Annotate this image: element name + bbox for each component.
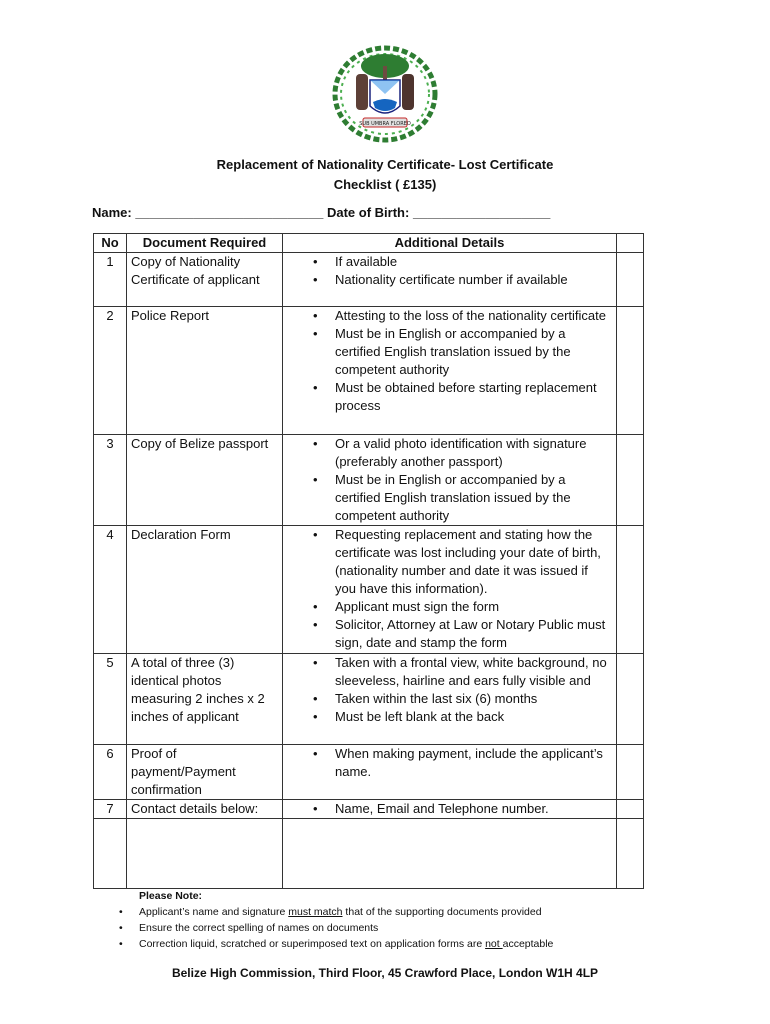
table-row: [94, 745, 644, 800]
header-blank: [617, 234, 644, 253]
detail-item: • If available: [335, 253, 612, 271]
row-number: 2: [94, 307, 127, 435]
tick-cell[interactable]: [617, 526, 644, 654]
name-field[interactable]: __________________________: [135, 205, 324, 220]
table-row: [94, 526, 644, 654]
tick-cell[interactable]: [617, 745, 644, 800]
row-number: 4: [94, 526, 127, 654]
notes-heading: Please Note:: [139, 890, 203, 902]
row-document: Proof of payment/Payment confirmation: [127, 745, 283, 800]
row-document: Police Report: [127, 307, 283, 435]
header-document-required: Document Required: [127, 234, 283, 253]
detail-item: • Must be in English or accompanied by a certified English translation issued by the competent authority: [335, 471, 612, 525]
row-number: 1: [94, 253, 127, 307]
tick-cell[interactable]: [617, 307, 644, 435]
blank-cell[interactable]: [94, 819, 127, 889]
detail-item: • Solicitor, Attorney at Law or Notary Public must sign, date and stamp the form: [335, 616, 612, 652]
table-row: [94, 654, 644, 745]
detail-item: • Requesting replacement and stating how the certificate was lost including your date of birth, (nationality number and date it was issued if you have this information).: [335, 526, 612, 598]
tick-cell[interactable]: [617, 654, 644, 745]
table-row: [94, 307, 644, 435]
page-title: Replacement of Nationality Certificate- Lost Certificate: [216, 157, 554, 172]
detail-item: • Must be left blank at the back: [335, 708, 612, 726]
detail-item: • Must be in English or accompanied by a certified English translation issued by the competent authority: [335, 325, 612, 379]
belize-coat-of-arms: [330, 44, 440, 144]
header-additional-details: Additional Details: [283, 234, 617, 253]
header-no: No: [94, 234, 127, 253]
table-header-row: [94, 234, 644, 253]
detail-item: • Must be obtained before starting replacement process: [335, 379, 612, 415]
name-label: Name:: [92, 205, 132, 220]
contact-details-blank-row: [94, 819, 644, 889]
note-item: • Applicant’s name and signature must match that of the supporting documents provided: [139, 904, 553, 920]
tick-cell[interactable]: [617, 253, 644, 307]
detail-item: • Or a valid photo identification with signature (preferably another passport): [335, 435, 612, 471]
blank-cell[interactable]: [617, 819, 644, 889]
row-document: Copy of Nationality Certificate of applicant: [127, 253, 283, 307]
row-document: Copy of Belize passport: [127, 435, 283, 526]
page-subtitle: Checklist ( £135): [333, 177, 437, 192]
tick-cell[interactable]: [617, 435, 644, 526]
row-document: A total of three (3) identical photos measuring 2 inches x 2 inches of applicant: [127, 654, 283, 745]
detail-item: • Applicant must sign the form: [335, 598, 612, 616]
blank-cell[interactable]: [127, 819, 283, 889]
tick-cell[interactable]: [617, 800, 644, 819]
detail-item: • Taken with a frontal view, white background, no sleeveless, hairline and ears fully visible and: [335, 654, 612, 690]
table-row: [94, 435, 644, 526]
name-dob-line: [92, 205, 550, 220]
dob-field[interactable]: ___________________: [412, 205, 551, 220]
row-number: 7: [94, 800, 127, 819]
row-number: 6: [94, 745, 127, 800]
table-row: [94, 253, 644, 307]
row-document: Declaration Form: [127, 526, 283, 654]
row-number: 3: [94, 435, 127, 526]
checklist-table: [93, 233, 644, 889]
detail-item: • Attesting to the loss of the nationality certificate: [335, 307, 612, 325]
dob-label: Date of Birth:: [326, 205, 410, 220]
row-document: Contact details below:: [127, 800, 283, 819]
detail-item: • Nationality certificate number if available: [335, 271, 612, 289]
detail-item: • Name, Email and Telephone number.: [335, 800, 612, 818]
detail-item: • When making payment, include the applicant’s name.: [335, 745, 612, 781]
crest-motto: SUB UMBRA FLOREO: [359, 121, 411, 127]
row-number: 5: [94, 654, 127, 745]
note-item: • Correction liquid, scratched or superimposed text on application forms are not acceptable: [139, 936, 553, 952]
footer-address: Belize High Commission, Third Floor, 45 Crawford Place, London W1H 4LP: [171, 966, 599, 980]
detail-item: • Taken within the last six (6) months: [335, 690, 612, 708]
note-item: • Ensure the correct spelling of names on documents: [139, 920, 553, 936]
notes-section: [119, 888, 553, 952]
blank-cell[interactable]: [283, 819, 617, 889]
table-row: [94, 800, 644, 819]
